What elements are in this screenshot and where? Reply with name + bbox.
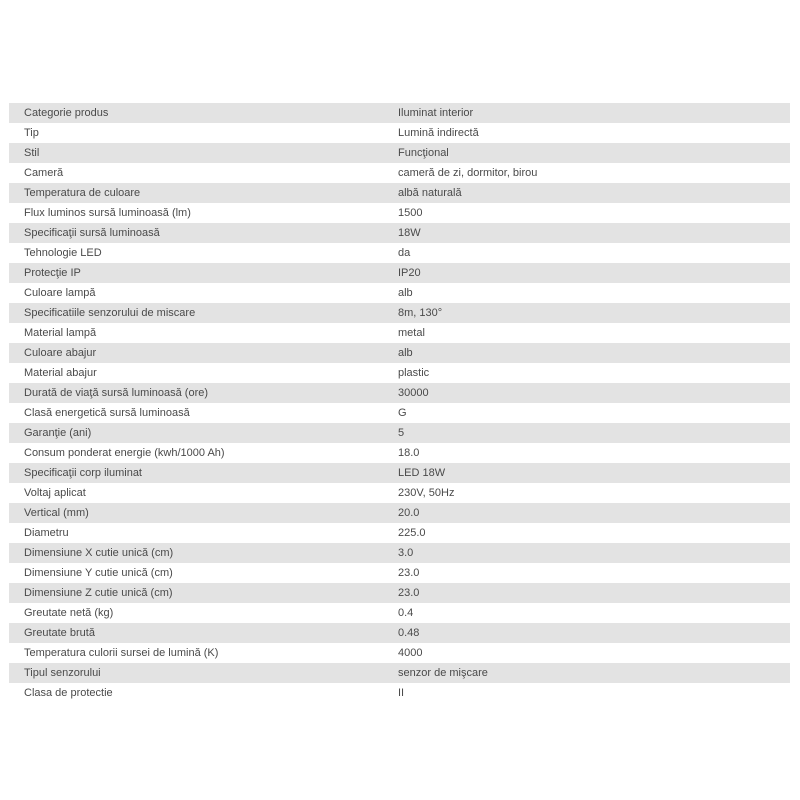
spec-label: Specificatiile senzorului de miscare xyxy=(9,303,398,323)
spec-label: Greutate netă (kg) xyxy=(9,603,398,623)
table-row xyxy=(9,303,790,323)
table-row xyxy=(9,223,790,243)
spec-value: metal xyxy=(398,323,790,343)
table-row xyxy=(9,143,790,163)
specifications-table xyxy=(9,103,790,703)
table-row xyxy=(9,463,790,483)
spec-value: 230V, 50Hz xyxy=(398,483,790,503)
spec-value: II xyxy=(398,683,790,703)
table-row xyxy=(9,663,790,683)
spec-value: albă naturală xyxy=(398,183,790,203)
spec-label: Categorie produs xyxy=(9,103,398,123)
specifications-table-body xyxy=(9,103,790,703)
spec-value: 18W xyxy=(398,223,790,243)
table-row xyxy=(9,263,790,283)
spec-label: Material lampă xyxy=(9,323,398,343)
spec-value: da xyxy=(398,243,790,263)
table-row xyxy=(9,623,790,643)
spec-label: Protecţie IP xyxy=(9,263,398,283)
table-row xyxy=(9,363,790,383)
table-row xyxy=(9,603,790,623)
table-row xyxy=(9,343,790,363)
table-row xyxy=(9,503,790,523)
table-row xyxy=(9,583,790,603)
spec-label: Consum ponderat energie (kwh/1000 Ah) xyxy=(9,443,398,463)
spec-value: 23.0 xyxy=(398,583,790,603)
spec-label: Tehnologie LED xyxy=(9,243,398,263)
spec-label: Durată de viaţă sursă luminoasă (ore) xyxy=(9,383,398,403)
spec-value: LED 18W xyxy=(398,463,790,483)
table-row xyxy=(9,643,790,663)
spec-value: 4000 xyxy=(398,643,790,663)
spec-value: senzor de mişcare xyxy=(398,663,790,683)
spec-value: cameră de zi, dormitor, birou xyxy=(398,163,790,183)
spec-label: Clasă energetică sursă luminoasă xyxy=(9,403,398,423)
spec-value: 1500 xyxy=(398,203,790,223)
spec-value: 23.0 xyxy=(398,563,790,583)
spec-value: 30000 xyxy=(398,383,790,403)
spec-label: Diametru xyxy=(9,523,398,543)
table-row xyxy=(9,123,790,143)
table-row xyxy=(9,443,790,463)
table-row xyxy=(9,383,790,403)
spec-value: Lumină indirectă xyxy=(398,123,790,143)
table-row xyxy=(9,243,790,263)
table-row xyxy=(9,683,790,703)
spec-value: Iluminat interior xyxy=(398,103,790,123)
spec-label: Dimensiune Y cutie unică (cm) xyxy=(9,563,398,583)
spec-value: 18.0 xyxy=(398,443,790,463)
spec-value: Funcţional xyxy=(398,143,790,163)
spec-label: Voltaj aplicat xyxy=(9,483,398,503)
spec-value: 8m, 130° xyxy=(398,303,790,323)
spec-value: 5 xyxy=(398,423,790,443)
spec-value: 0.4 xyxy=(398,603,790,623)
spec-label: Temperatura culorii sursei de lumină (K) xyxy=(9,643,398,663)
spec-label: Culoare lampă xyxy=(9,283,398,303)
spec-value: alb xyxy=(398,283,790,303)
spec-label: Specificaţii corp iluminat xyxy=(9,463,398,483)
spec-label: Stil xyxy=(9,143,398,163)
table-row xyxy=(9,543,790,563)
spec-value: 0.48 xyxy=(398,623,790,643)
table-row xyxy=(9,283,790,303)
spec-label: Material abajur xyxy=(9,363,398,383)
table-row xyxy=(9,103,790,123)
spec-value: G xyxy=(398,403,790,423)
spec-label: Vertical (mm) xyxy=(9,503,398,523)
spec-label: Flux luminos sursă luminoasă (lm) xyxy=(9,203,398,223)
table-row xyxy=(9,423,790,443)
table-row xyxy=(9,563,790,583)
spec-value: plastic xyxy=(398,363,790,383)
spec-label: Dimensiune X cutie unică (cm) xyxy=(9,543,398,563)
spec-label: Tip xyxy=(9,123,398,143)
table-row xyxy=(9,403,790,423)
spec-label: Clasa de protectie xyxy=(9,683,398,703)
spec-label: Greutate brută xyxy=(9,623,398,643)
spec-value: 20.0 xyxy=(398,503,790,523)
table-row xyxy=(9,163,790,183)
table-row xyxy=(9,203,790,223)
spec-label: Culoare abajur xyxy=(9,343,398,363)
spec-label: Garanţie (ani) xyxy=(9,423,398,443)
spec-value: 3.0 xyxy=(398,543,790,563)
table-row xyxy=(9,523,790,543)
spec-label: Temperatura de culoare xyxy=(9,183,398,203)
table-row xyxy=(9,323,790,343)
table-row xyxy=(9,483,790,503)
spec-label: Cameră xyxy=(9,163,398,183)
spec-value: IP20 xyxy=(398,263,790,283)
spec-value: 225.0 xyxy=(398,523,790,543)
spec-value: alb xyxy=(398,343,790,363)
spec-label: Tipul senzorului xyxy=(9,663,398,683)
spec-label: Dimensiune Z cutie unică (cm) xyxy=(9,583,398,603)
table-row xyxy=(9,183,790,203)
spec-label: Specificaţii sursă luminoasă xyxy=(9,223,398,243)
